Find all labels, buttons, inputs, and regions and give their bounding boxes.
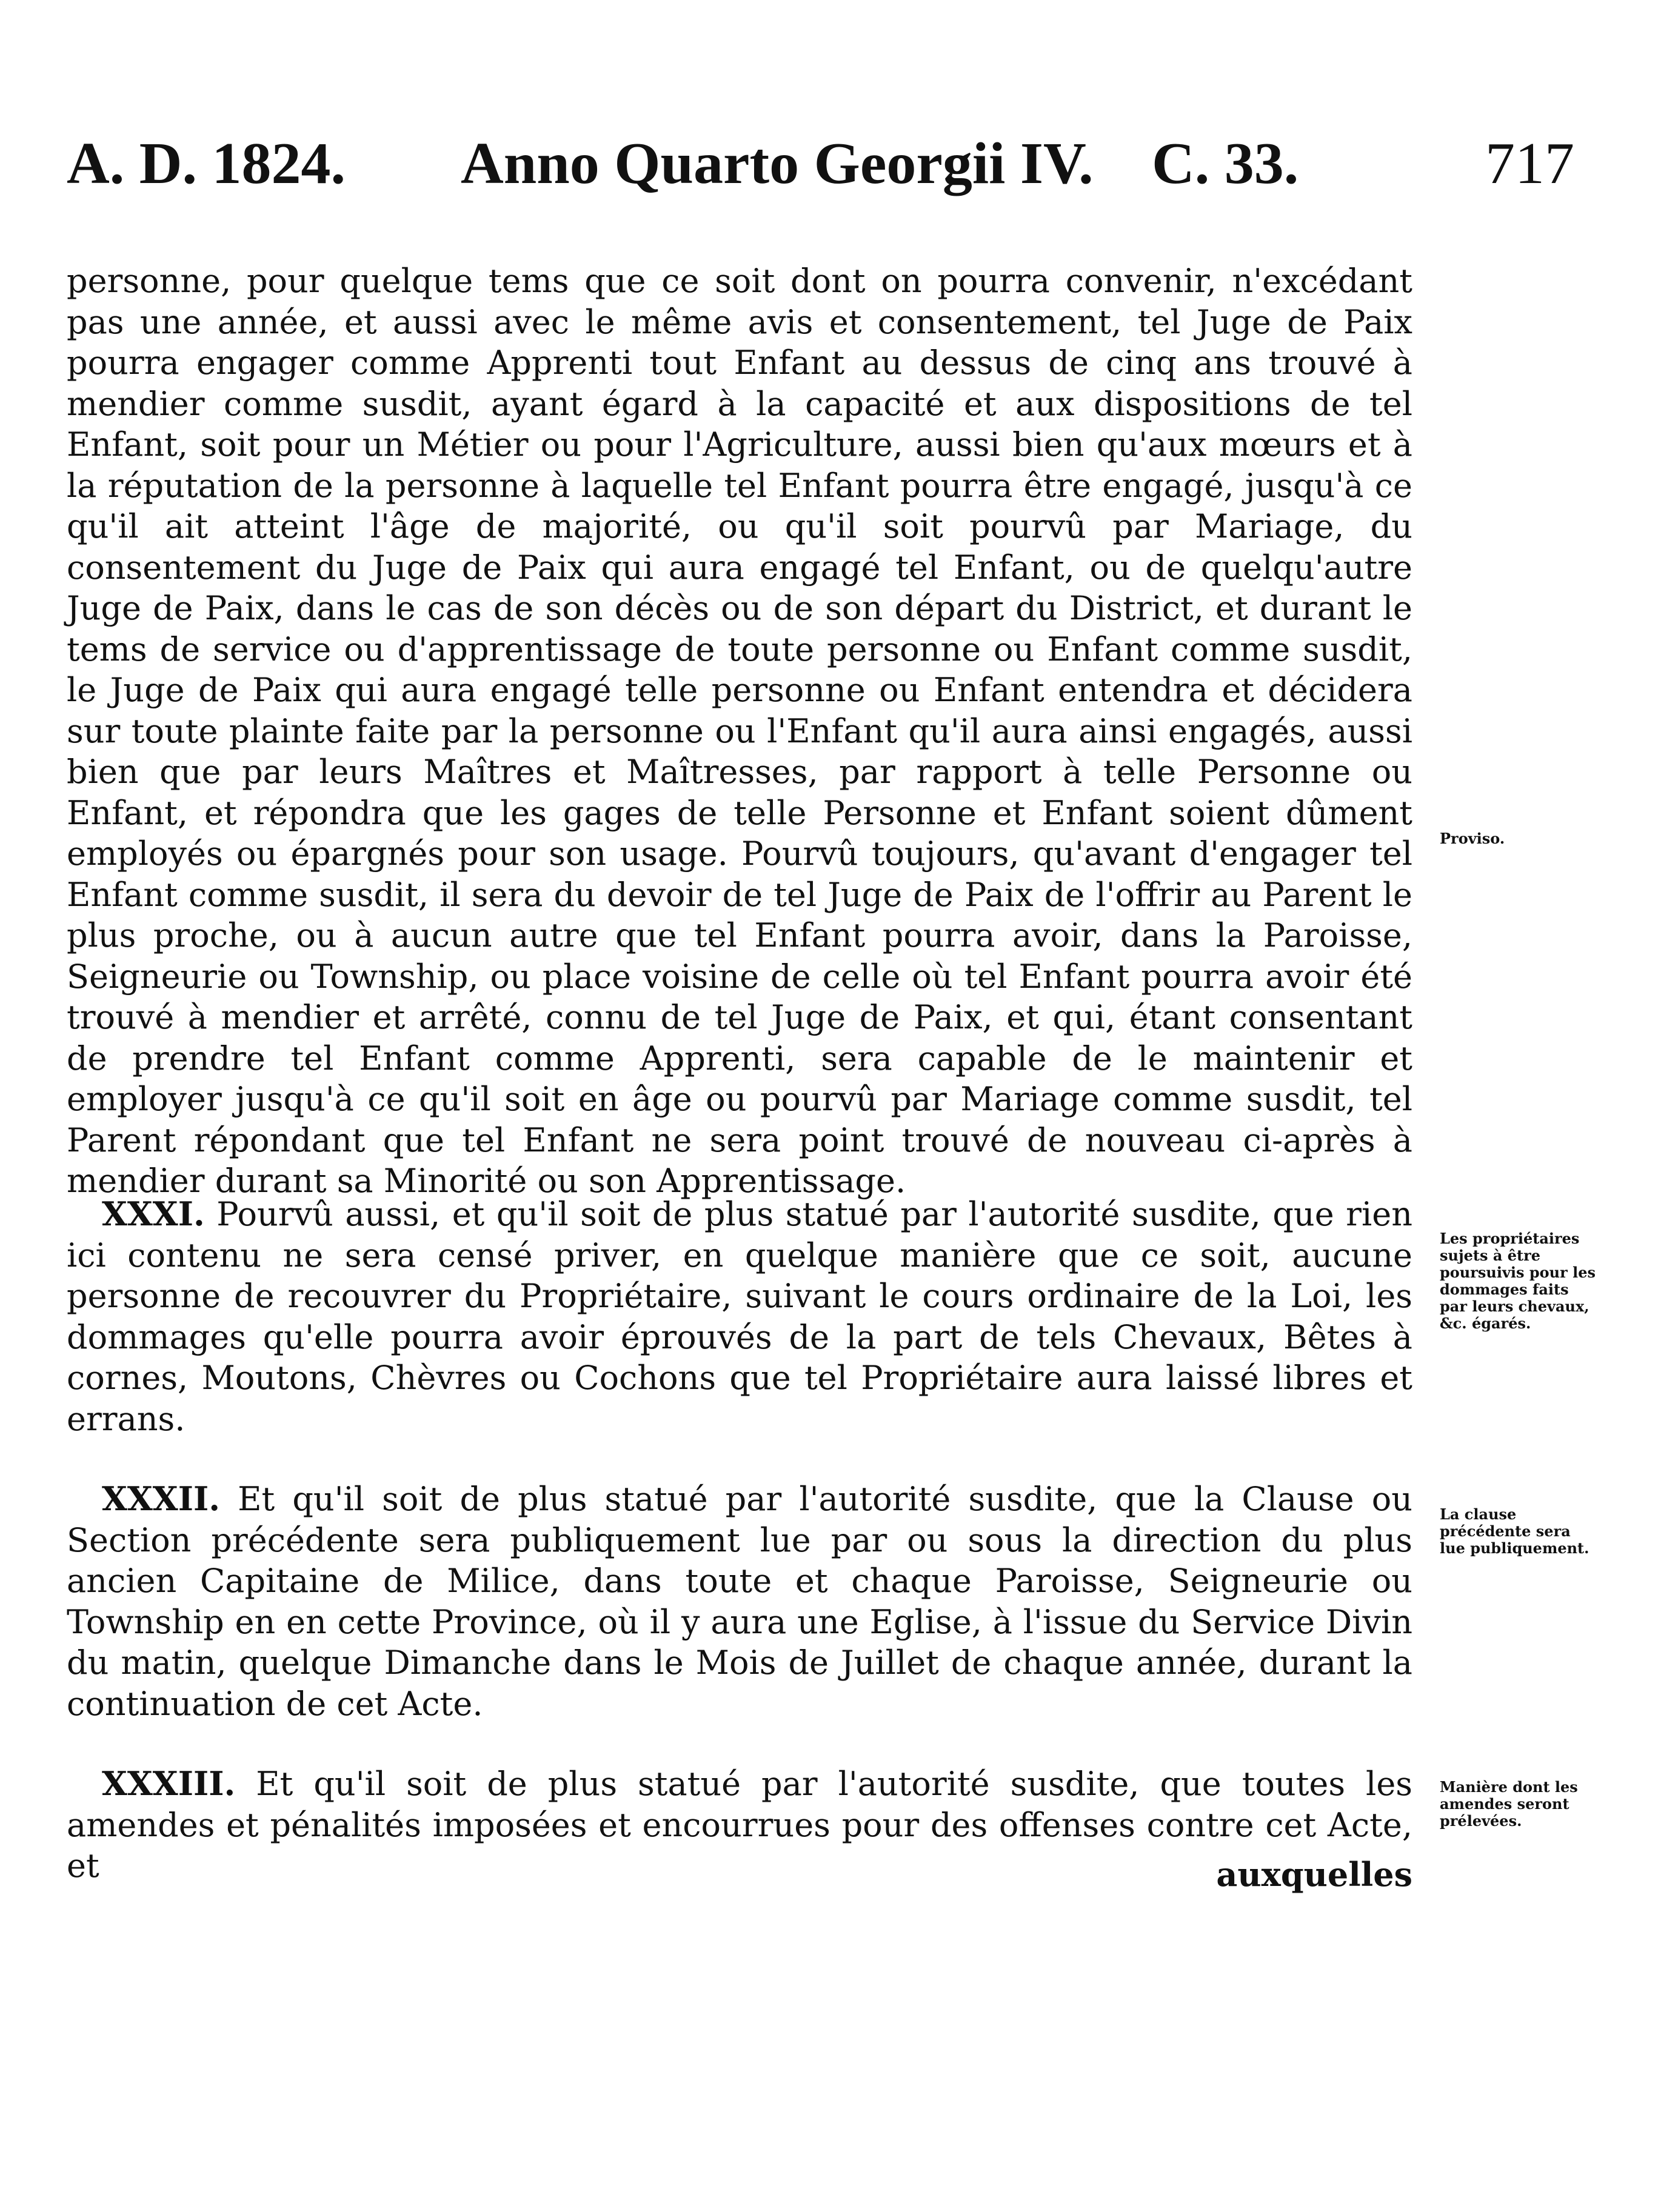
section-31 — [67, 1194, 1412, 1439]
continuation-paragraph — [67, 261, 1412, 1202]
page-number: 717 — [1485, 131, 1574, 196]
section-33 — [67, 1764, 1412, 1887]
section-number: XXXIII. — [102, 1764, 236, 1803]
header-title: Anno Quarto Georgii IV. — [461, 131, 1094, 196]
margin-note-clause: La clause précédente sera lue publiquement. — [1440, 1505, 1589, 1557]
section-text: Pourvû aussi, et qu'il soit de plus statué par l'autorité susdite, que rien ici contenu ne sera censé priver, en quelque manière que ce soit, aucune personne de recouvrer du Propriétaire, suivant le cours ordinaire de la Loi, les dommages qu'elle pourra avoir éprouvés de la part de tels Chevaux, Bêtes à cornes, Moutons, Chèvres ou Cochons que tel Propriétaire aura laissé libres et errans. — [67, 1195, 1413, 1438]
section-32 — [67, 1479, 1412, 1724]
catchword: auxquelles — [1216, 1855, 1412, 1894]
section-text: Et qu'il soit de plus statué par l'autorité susdite, que toutes les amendes et pénalités imposées et encourrues pour des offenses contre cet Acte, et — [67, 1765, 1412, 1885]
section-number: XXXI. — [102, 1194, 205, 1233]
margin-note-proviso: Proviso. — [1440, 830, 1505, 847]
margin-note-owners: Les propriétaires sujets à être poursuivis pour les dommages faits par leurs chevaux, &c. égarés. — [1440, 1230, 1596, 1332]
header-chapter: C. 33. — [1152, 131, 1299, 196]
section-text: Et qu'il soit de plus statué par l'autorité susdite, que la Clause ou Section précédente sera publiquement lue par ou sous la direction du plus ancien Capitaine de Milice, dans toute et chaque Paroisse, Seigneurie ou Township en en cette Province, où il y aura une Eglise, à l'issue du Service Divin du matin, quelque Dimanche dans le Mois de Juillet de chaque année, durant la continuation de cet Acte. — [67, 1480, 1412, 1723]
paragraph-text: personne, pour quelque tems que ce soit dont on pourra convenir, n'excédant pas une année, et aussi avec le même avis et consentement, tel Juge de Paix pourra engager comme Apprenti tout Enfant au dessus de cinq ans trouvé à mendier comme susdit, ayant égard à la capacité et aux dispositions de tel Enfant, soit pour un Métier ou pour l'Agriculture, aussi bien qu'aux mœurs et à la réputation de la personne à laquelle tel Enfant pourra être engagé, jusqu'à ce qu'il ait atteint l'âge de majorité, ou qu'il soit pourvû par Mariage, du consentement du Juge de Paix qui aura engagé tel Enfant, ou de quelqu'autre Juge de Paix, dans le cas de son décès ou de son départ du District, et durant le tems de service ou d'apprentissage de toute personne ou Enfant comme susdit, le Juge de Paix qui aura engagé telle personne ou Enfant entendra et décidera sur toute plainte faite par la personne ou l'Enfant qu'il aura ainsi engagés, aussi bien que par leurs Maîtres et Maîtresses, par rapport à telle Personne ou Enfant, et répondra que les gages de telle Personne et Enfant soient dûment employés ou épargnés pour son usage. Pourvû toujours, qu'avant d'engager tel Enfant comme susdit, il sera du devoir de tel Juge de Paix de l'offrir au Parent le plus proche, ou à aucun autre que tel Enfant pourra avoir, dans la Paroisse, Seigneurie ou Township, ou place voisine de celle où tel Enfant pourra avoir été trouvé à mendier et arrêté, connu de tel Juge de Paix, et qui, étant consentant de prendre tel Enfant comme Apprenti, sera capable de le maintenir et employer jusqu'à ce qu'il soit en âge ou pourvû par Mariage comme susdit, tel Parent répondant que tel Enfant ne sera point trouvé de nouveau ci-après à mendier durant sa Minorité ou son Apprentissage. — [67, 262, 1412, 1200]
section-number: XXXII. — [102, 1479, 221, 1518]
header-year: A. D. 1824. — [67, 131, 346, 196]
running-header — [67, 124, 1606, 203]
margin-note-fines: Manière dont les amendes seront prélevées. — [1440, 1778, 1578, 1830]
